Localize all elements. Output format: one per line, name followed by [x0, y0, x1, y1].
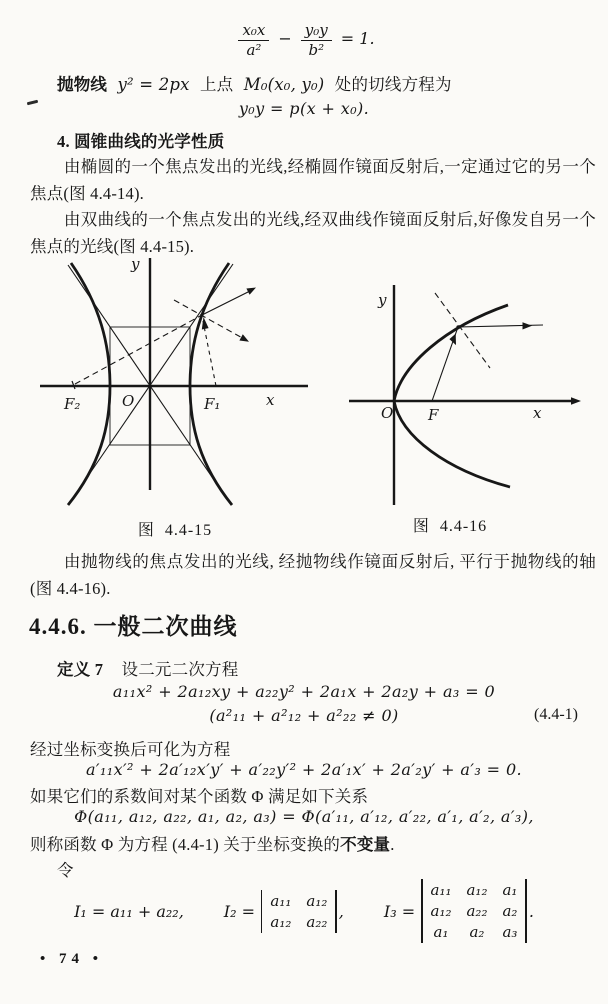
- parabola-tangent-sentence: [57, 72, 452, 99]
- definition-label: 定义 7: [57, 660, 104, 679]
- paragraph-hyperbola-optics: 由双曲线的一个焦点发出的光线,经双曲线作镜面反射后,好像发自另一个焦点的光线(图 4.4-15).: [30, 210, 596, 256]
- det-cell: a₁₂: [430, 902, 452, 920]
- reflection-point: [456, 325, 459, 328]
- origin-label: O: [122, 392, 135, 410]
- item4-heading: 4. 圆锥曲线的光学性质: [57, 132, 225, 151]
- x-axis-label: x: [266, 391, 275, 409]
- equation-441-line1: a₁₁x² + 2a₁₂xy + a₂₂y² + 2a₁x + 2a₂y + a₃ = 0: [112, 682, 496, 701]
- arrowhead-reflected-ray: [202, 317, 209, 330]
- fraction-numerator: x₀x: [238, 22, 269, 41]
- determinant-bar-right: [335, 890, 336, 933]
- determinant-3x3: [421, 879, 527, 943]
- det-cell: a₁₂: [466, 881, 488, 899]
- focus-f2-label: F₂: [64, 395, 81, 413]
- determinant-bar-right: [525, 879, 526, 943]
- focal-line-f1-dashed: [203, 321, 216, 386]
- x-axis-arrowhead: [571, 397, 581, 405]
- paragraph-invariant: [30, 832, 395, 859]
- det-cell: a₁₂: [270, 912, 292, 931]
- equation-phi: Φ(a₁₁, a₁₂, a₂₂, a₁, a₂, a₃) = Φ(a′₁₁, a′₁₂, a′₂₂, a′₁, a′₂, a′₃),: [74, 807, 534, 826]
- invariant-i3: [384, 879, 534, 943]
- figure-4-4-16-parabola: [345, 267, 585, 511]
- arrowhead-reflected-ray: [523, 322, 533, 329]
- equation-441-condition: (a²₁₁ + a²₁₂ + a²₂₂ ≠ 0): [209, 706, 399, 725]
- paragraph-ellipse-optics: 由椭圆的一个焦点发出的光线,经椭圆作镜面反射后,一定通过它的另一个焦点(图 4.4-14).: [30, 157, 596, 203]
- equation-hyperbola-tangent: [0, 22, 608, 59]
- equation-441-number: (4.4-1): [534, 706, 578, 723]
- invariants-row: [0, 868, 608, 954]
- invariant-i3-lhs: I₃ =: [383, 901, 416, 921]
- section-heading-4-4-6: 4.4.6. 一般二次曲线: [29, 614, 238, 639]
- figure-4-4-15-hyperbola: [28, 253, 322, 515]
- arrowhead-ray-out: [246, 288, 256, 295]
- minus-operator: −: [278, 29, 292, 49]
- det-cell: a₂₂: [466, 902, 488, 920]
- invariant-i3-period: .: [528, 901, 534, 921]
- parabola-curve: [394, 305, 510, 487]
- fraction-denominator: a²: [246, 41, 262, 59]
- math-point-m0: M₀(x₀, y₀): [243, 75, 325, 94]
- invariant-text-post: .: [390, 835, 395, 854]
- definition-text: 设二元二次方程: [121, 660, 239, 679]
- equation-transformed: a′₁₁x′² + 2a′₁₂x′y′ + a′₂₂y′² + 2a′₁x′ + 2a′₂y′ + a′₃ = 0.: [85, 760, 523, 779]
- fraction-x-term: [238, 22, 269, 59]
- focus-f1-label: F₁: [204, 395, 221, 413]
- det-cell: a₁₁: [430, 881, 452, 899]
- page-number: • 74 •: [40, 951, 104, 967]
- invariant-i1: I₁ = a₁₁ + a₂₂,: [74, 901, 184, 921]
- determinant-cells: [262, 890, 335, 933]
- fraction-denominator: b²: [308, 41, 325, 59]
- paragraph-parabola-optics: 由抛物线的焦点发出的光线, 经抛物线作镜面反射后, 平行于抛物线的轴(图 4.4-16).: [30, 552, 596, 598]
- origin-label: O: [381, 404, 394, 422]
- fraction-numerator: y₀y: [301, 22, 332, 41]
- arrowhead-tangent: [239, 334, 249, 341]
- fraction-y-term: [301, 22, 332, 59]
- invariant-term: 不变量: [340, 835, 391, 854]
- term-parabola: 抛物线: [57, 75, 108, 94]
- determinant-cells: [423, 879, 526, 943]
- invariant-i2: [224, 890, 344, 933]
- invariant-i2-lhs: I₂ =: [223, 901, 256, 921]
- paragraph-transform: 经过坐标变换后可化为方程: [30, 740, 231, 759]
- det-cell: a₁: [502, 881, 518, 899]
- det-cell: a₁: [433, 923, 449, 941]
- x-axis-label: x: [533, 404, 542, 422]
- det-cell: a₁₁: [270, 891, 292, 910]
- det-cell: a₃: [502, 923, 518, 941]
- text-tangent-equation-is: 处的切线方程为: [334, 75, 452, 94]
- tangent-line-dashed: [435, 293, 490, 368]
- hyperbola-left-branch: [68, 263, 110, 505]
- definition-7-line: [57, 657, 238, 684]
- equation-parabola-tangent: y₀y = p(x + x₀).: [238, 99, 370, 118]
- det-cell: a₂: [469, 923, 485, 941]
- figure-4-4-15-caption: 图 4.4-15: [137, 522, 213, 539]
- invariant-i2-comma: ,: [338, 901, 344, 921]
- y-axis-label: y: [131, 255, 140, 273]
- determinant-2x2: [261, 890, 337, 933]
- det-cell: a₂: [502, 902, 518, 920]
- det-cell: a₁₂: [306, 891, 328, 910]
- incident-ray-dashed: [75, 315, 202, 384]
- focus-f-label: F: [428, 406, 439, 424]
- reflection-point: [200, 313, 203, 316]
- text-at-point: 上点: [199, 75, 234, 94]
- invariant-text-pre: 则称函数 Φ 为方程 (4.4-1) 关于坐标变换的: [30, 835, 341, 854]
- paragraph-phi-condition: 如果它们的系数间对某个函数 Φ 满足如下关系: [30, 787, 369, 806]
- y-axis-label: y: [378, 291, 387, 309]
- math-y2-2px: y² = 2px: [117, 75, 190, 94]
- hyperbola-right-branch: [190, 263, 232, 505]
- det-cell: a₂₂: [306, 912, 328, 931]
- let-word: 令: [57, 861, 74, 880]
- equals-one: = 1.: [340, 29, 375, 49]
- figure-4-4-16-caption: 图 4.4-16: [412, 518, 488, 535]
